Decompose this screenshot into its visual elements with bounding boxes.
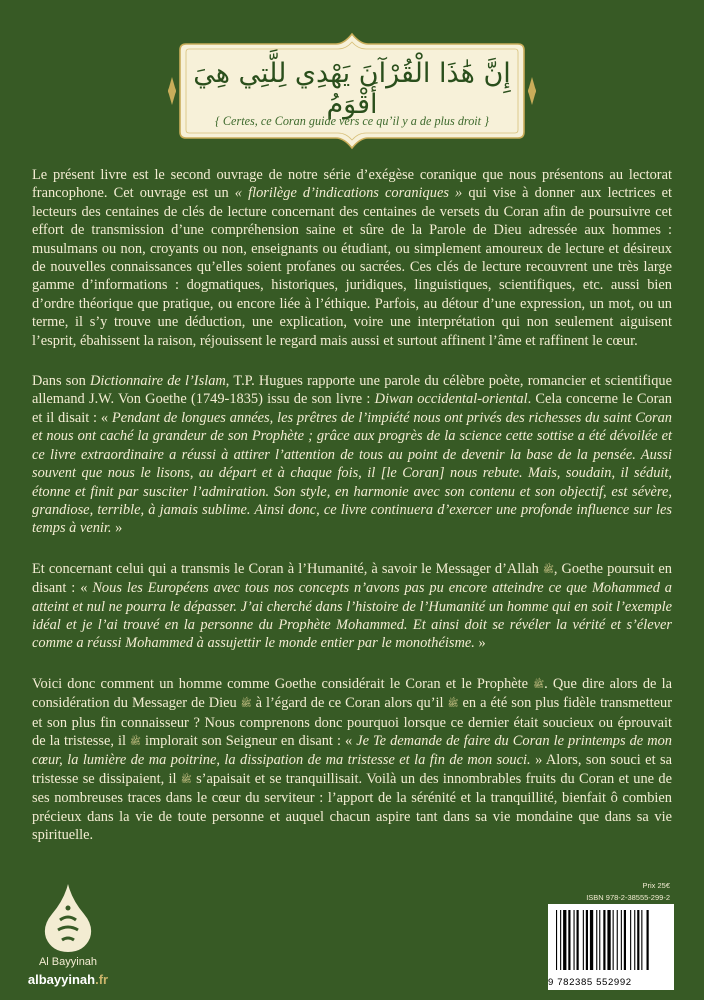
publisher-name: Al Bayyinah (38, 956, 98, 968)
price-label: Prix 25€ (642, 881, 670, 890)
barcode-bar (568, 910, 570, 970)
paragraph-3 (32, 560, 672, 653)
text-run: Et concernant celui qui a transmis le Coran à l’Humanité, à savoir le Messager d’Allah (32, 560, 543, 577)
barcode-bar (596, 910, 597, 970)
drop-logo-icon (18, 880, 118, 956)
text-run: à l’égard de ce Coran alors qu’il (251, 695, 448, 712)
italic-run: Je Te demande de faire du Coran le printemps de mon cœur, la lumière de ma poitrine, la dissipation de ma tristesse et la fin de mon souci. (32, 732, 672, 769)
text-run: » Alors, son souci et sa tristesse se dissipaient, il (32, 752, 672, 787)
barcode-bar (647, 910, 649, 970)
text-run: , T.P. Hugues rapporte une parole du célèbre poète, romancier et scientifique allemand J.W. Von Goethe (1749-1835) issu de son livre : (32, 373, 672, 408)
barcode-bar (556, 910, 557, 970)
website-tld: .fr (95, 972, 109, 987)
verse-translation: { Certes, ce Coran guide vers ce qu’il y a de plus droit } (215, 114, 489, 128)
barcode-bar (637, 910, 639, 970)
paragraph-1 (32, 166, 672, 350)
barcode-bar (599, 910, 600, 970)
barcode-bar (624, 910, 626, 970)
italic-run: Pendant de longues années, les prêtres de l’impiété nous ont privés des richesses du saint Coran et nous ont caché la grandeur de son Prophète ; grâce aux progrès de la science cette sottise a été dévoilée et ce livre extraordinaire a réussi à attirer l’attention de tous au point de devenir la base de la pensée. Aussi souvent que nous le lisons, au départ et à chaque fois, il [le Coran] nous rebute. Mais, soudain, il séduit, étonne et finit par susciter l’admiration. Son style, en harmonie avec son contenu et son objectif, est sévère, grandiose, terrible, à jamais sublime. Ainsi donc, ce livre continuera d’exercer une profonde influence sur les temps à venir. (32, 409, 672, 537)
website-name: albayyinah (27, 972, 96, 987)
salutation-glyph: ﷺ (447, 699, 459, 710)
text-run: qui vise à donner aux lectrices et lecteurs des centaines de clés de lecture concernant des centaines de versets du Coran afin de poursuivre cet effort de transmission d’une compréhension saine et sûre de la Parole de Dieu adressée aux hommes : musulmans ou non, croyants ou non, enseignants ou étudiant, ou simplement amoureux de lecture et désireux de nouvelles connaissances qu’elles soient profanes ou sacrées. Ces clés de lecture recouvrent une très large gamme d’informations : dogmatiques, historiques, juridiques, linguistiques, scientifiques, etc. aussi bien d’ordre théorique que pratique, ou encore liée à l’éthique. Parfois, au détour d’une expression, un mot, ou un terme, il s’y trouve une déduction, une explication, voire une interprétation qui non seulement aiguisent l’esprit, ébahissent la raison, réjouissent le regard mais aussi et surtout affinent l’âme et raffinent le cœur. (32, 185, 672, 349)
barcode-bar (577, 910, 579, 970)
text-run: Dans son (32, 373, 90, 390)
back-cover-text (32, 166, 672, 862)
italic-run: Dictionnaire de l’Islam (90, 373, 226, 390)
barcode-bar (621, 910, 622, 970)
barcode-bar (634, 910, 635, 970)
barcode-bar (590, 910, 593, 970)
text-run: » (111, 520, 123, 537)
barcode-bar (617, 910, 618, 970)
text-run: implorait son Seigneur en disant : « (140, 732, 357, 749)
salutation-glyph: ﷺ (542, 564, 554, 575)
isbn-label: ISBN 978-2-38555-299-2 (586, 893, 670, 902)
publisher-logo (18, 880, 118, 990)
salutation-glyph: ﷺ (180, 774, 192, 785)
italic-run: Nous les Européens avec tous nos concepts n’avons pas pu encore atteindre ce que Mohammed a atteint et nul ne pourra le dépasser. J’ai cherché dans l’histoire de l’Humanité un homme qui en soit l’exemple idéal et je l’ai trouvé en la personne du Prophète Mohammed. Et ainsi doit se révéler la vérité et s’élever comme a réussi Mohammed à assujettir le monde entier par le monothéisme. (32, 580, 672, 652)
barcode-digits: 9 782385 552992 (548, 977, 632, 988)
paragraph-2 (32, 372, 672, 538)
salutation-glyph: ﷺ (533, 679, 545, 690)
barcode-bar (641, 910, 642, 970)
text-run: Voici donc comment un homme comme Goethe considérait le Coran et le Prophète (32, 675, 534, 692)
publisher-website[interactable] (18, 972, 118, 987)
salutation-glyph: ﷺ (130, 736, 141, 747)
italic-run: Diwan occidental-oriental (374, 391, 528, 408)
verse-banner (166, 32, 538, 150)
paragraph-4 (32, 675, 672, 845)
barcode-bar (603, 910, 605, 970)
barcode-bar (560, 910, 561, 970)
barcode-bar (583, 910, 584, 970)
text-run: , Goethe poursuit en disant : « (32, 560, 672, 597)
barcode-bar (630, 910, 631, 970)
barcode-bar (613, 910, 614, 970)
barcode-bar (607, 910, 610, 970)
text-run: en a été son plus fidèle transmetteur et son plus fin connaisseur ? Nous comprenons donc pourquoi lorsque ce dernier était soucieux ou éprouvait de la tristesse, il (32, 695, 672, 749)
isbn-barcode (548, 904, 674, 990)
salutation-glyph: ﷺ (240, 699, 252, 710)
italic-run: « florilège d’indications coraniques » (234, 185, 463, 202)
text-run: . Que dire alors de la considération du Messager de Dieu (32, 675, 672, 712)
barcode-bar (586, 910, 588, 970)
barcode-bar (563, 910, 566, 970)
barcode-bar (574, 910, 575, 970)
text-run: » (474, 635, 486, 652)
arabic-verse: إِنَّ هَٰذَا الْقُرْآنَ يَهْدِي لِلَّتِي هِيَ أَقْوَمُ (193, 58, 511, 120)
text-run: Le présent livre est le second ouvrage de notre série d’exégèse coranique que nous présentons au lectorat francophone. Cet ouvrage est un (32, 167, 672, 202)
text-run: . Cela concerne le Coran et il disait : « (32, 391, 672, 426)
text-run: s’apaisait et se tranquillisait. Voilà un des innombrables fruits du Coran et une de ses nombreuses traces dans le cœur du serviteur : l’apport de la sérénité et la tranquillité, bienfait ô combien précieux dans la vie de toute personne et auquel chacun aspire tant dans sa vie mondaine que dans sa vie spirituelle. (32, 770, 672, 843)
barcode-bars (548, 904, 674, 974)
